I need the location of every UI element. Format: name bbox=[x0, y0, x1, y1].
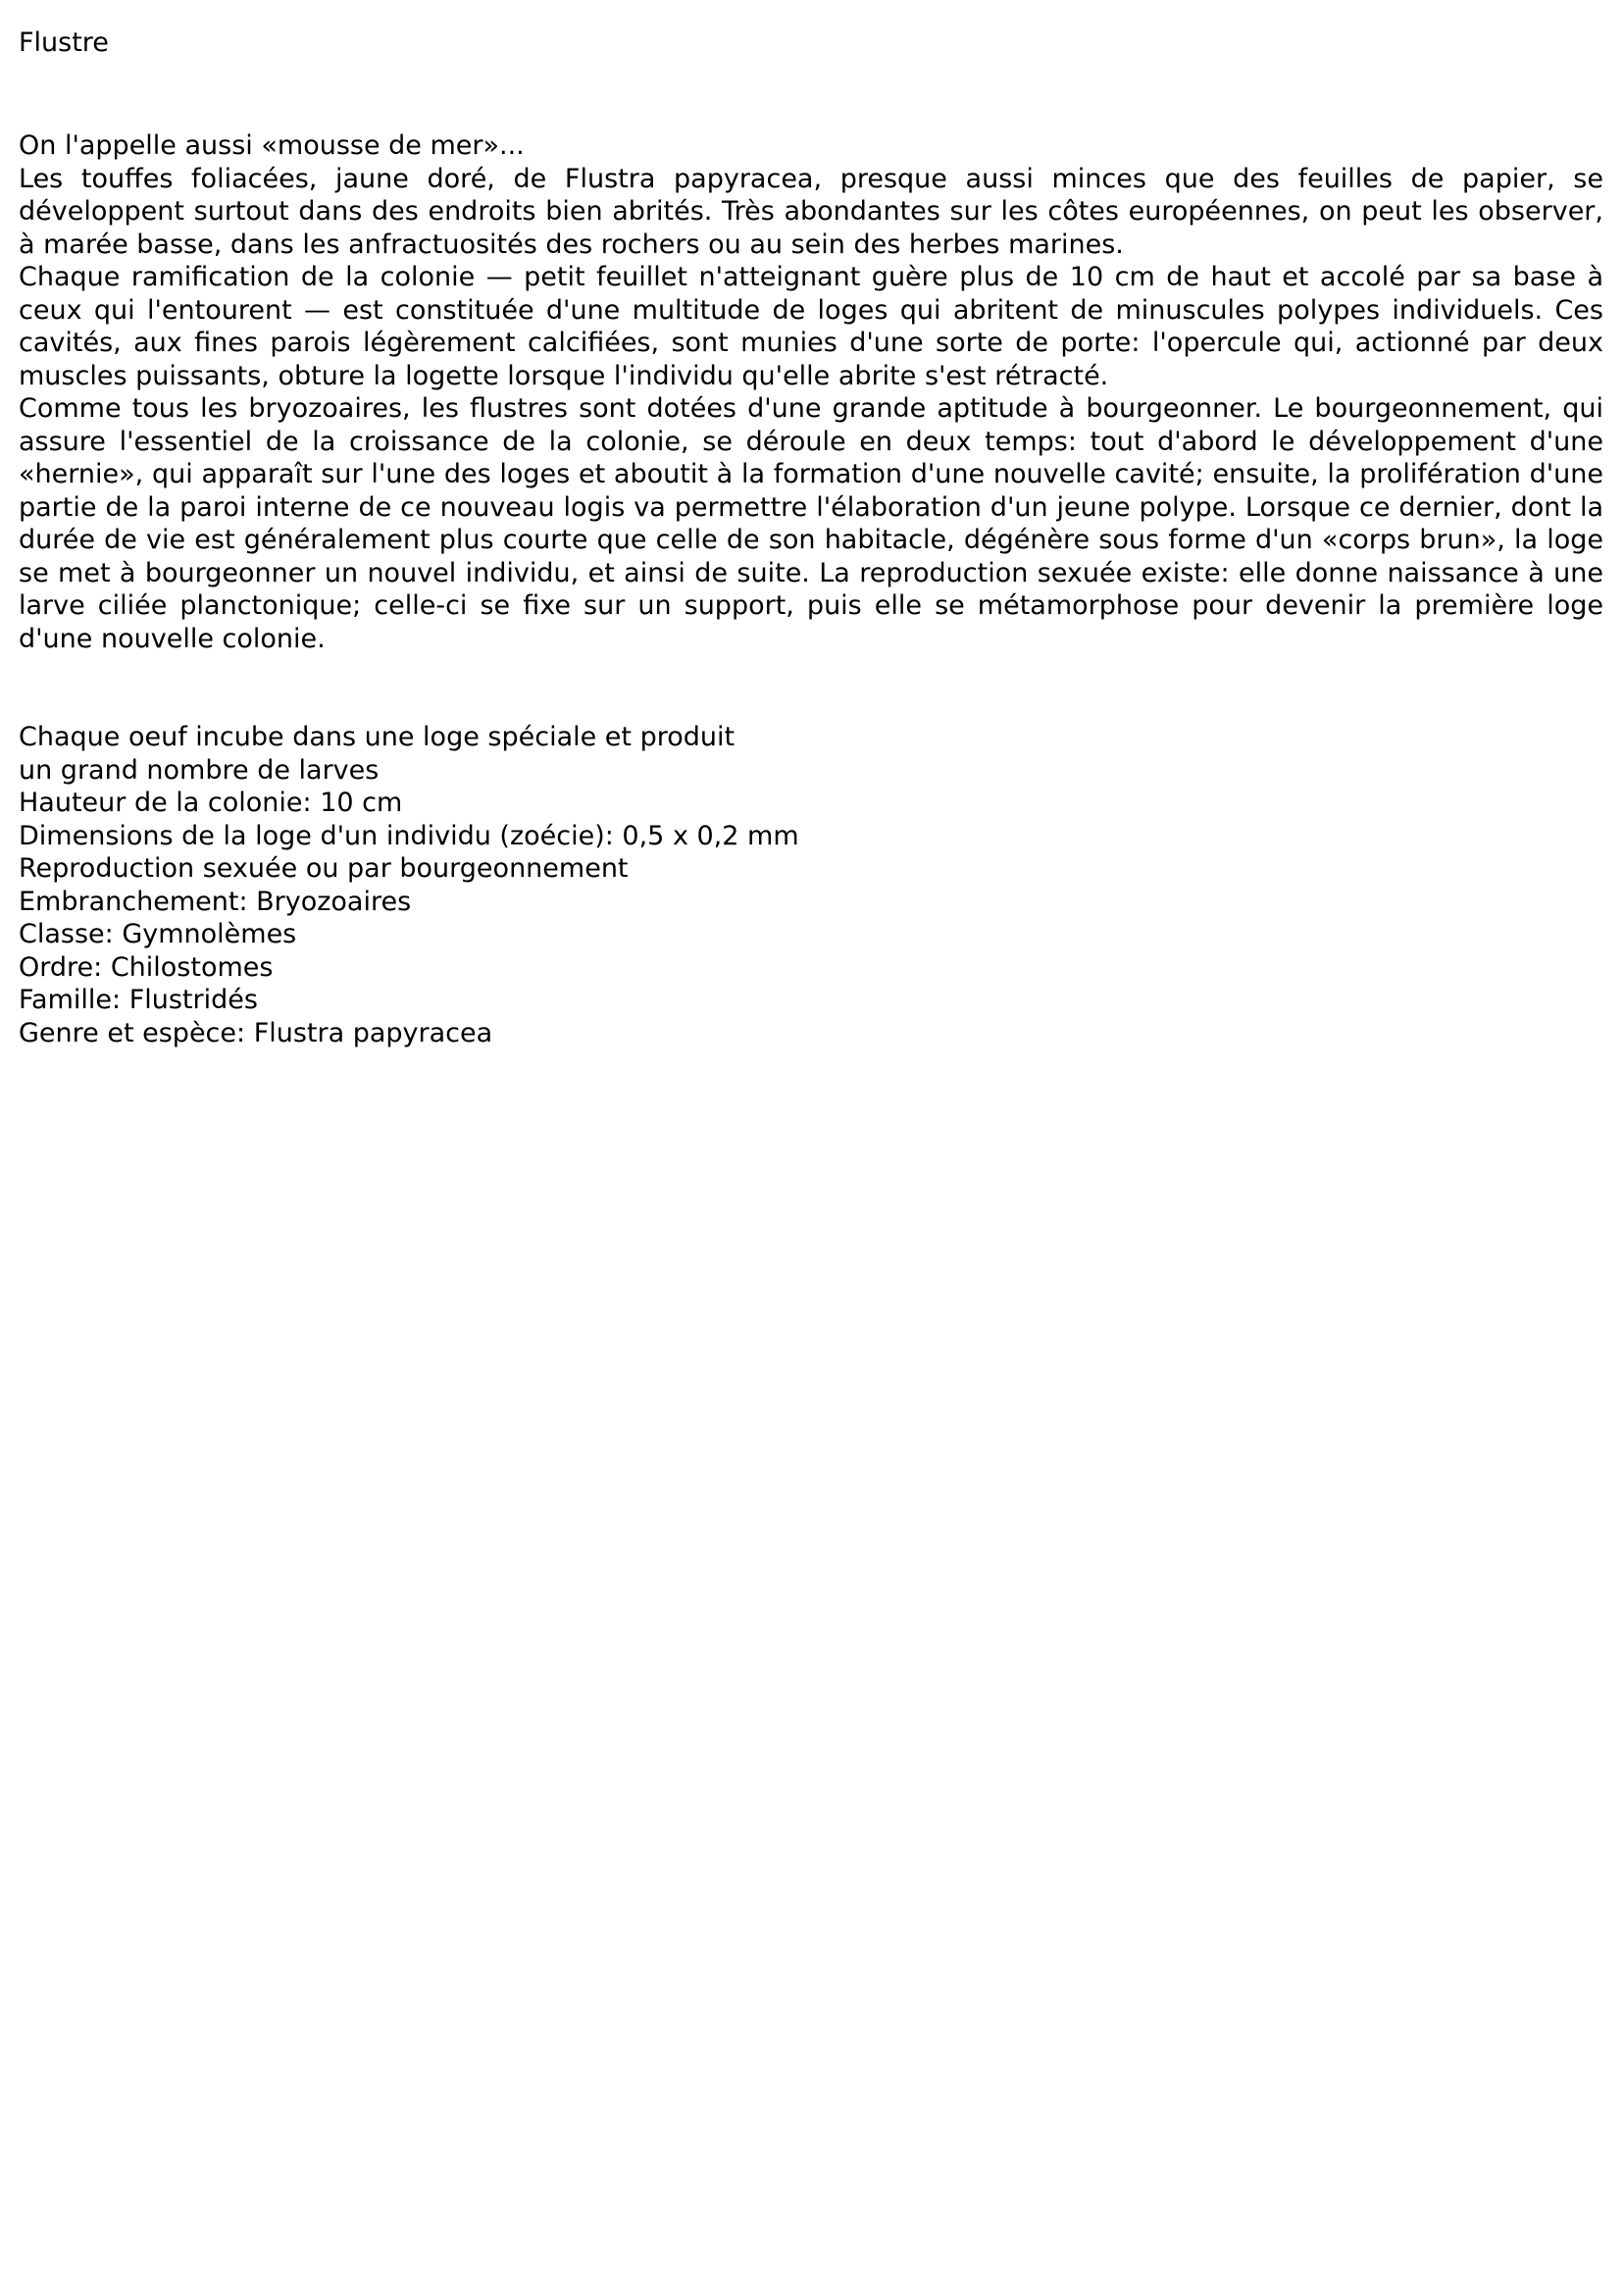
fact-line: Ordre: Chilostomes bbox=[19, 951, 274, 983]
fact-line: Reproduction sexuée ou par bourgeonnement bbox=[19, 853, 629, 884]
fact-line: Famille: Flustridés bbox=[19, 985, 258, 1015]
paragraph-reproduction: Comme tous les bryozoaires, les flustres sont dotées d'une grande aptitude à bourgeonner. Le bourgeonnement, qui assure l'essentiel de la croissance de la colonie, se déroule en deux temps: tout d'abord le développement d'une «hernie», qui apparaît sur l'une des loges et aboutit à la formation d'une nouvelle cavité; ensuite, la prolifération d'une partie de la paroi interne de ce nouveau logis va permettre l'élaboration d'un jeune polype. Lorsque ce dernier, dont la durée de vie est généralement plus courte que celle de son habitacle, dégénère sous forme d'un «corps brun», la loge se met à bourgeonner un nouvel individu, et ainsi de suite. La reproduction sexuée existe: elle donne naissance à une larve ciliée planctonique; celle-ci se fixe sur un support, puis elle se métamorphose pour devenir la première loge d'une nouvelle colonie. bbox=[19, 393, 1603, 654]
fact-line: Hauteur de la colonie: 10 cm bbox=[19, 788, 403, 818]
document-title: Flustre bbox=[19, 27, 109, 58]
document-page bbox=[19, 25, 1603, 1049]
fact-line: Classe: Gymnolèmes bbox=[19, 919, 297, 949]
intro-line: On l'appelle aussi «mousse de mer»... bbox=[19, 130, 525, 161]
fact-line: Embranchement: Bryozoaires bbox=[19, 886, 412, 917]
fact-line: Genre et espèce: Flustra papyracea bbox=[19, 1017, 493, 1048]
paragraph-habitat: Les touffes foliacées, jaune doré, de Flustra papyracea, presque aussi minces que des feuilles de papier, se développent surtout dans des endroits bien abrités. Très abondantes sur les côtes européennes, on peut les observer, à marée basse, dans les anfractuosités des rochers ou au sein des herbes marines. bbox=[19, 163, 1603, 260]
fact-line: Dimensions de la loge d'un individu (zoécie): 0,5 x 0,2 mm bbox=[19, 820, 799, 851]
fact-line: Chaque oeuf incube dans une loge spéciale et produit bbox=[19, 722, 736, 752]
facts-list bbox=[19, 721, 1603, 1049]
fact-line: un grand nombre de larves bbox=[19, 754, 380, 786]
paragraph-structure: Chaque ramification de la colonie — petit feuillet n'atteignant guère plus de 10 cm de haut et accolé par sa base à ceux qui l'entourent — est constituée d'une multitude de loges qui abritent de minuscules polypes individuels. Ces cavités, aux fines parois légèrement calcifiées, sont munies d'une sorte de porte: l'opercule qui, actionné par deux muscles puissants, obture la logette lorsque l'individu qu'elle abrite s'est rétracté. bbox=[19, 262, 1603, 391]
